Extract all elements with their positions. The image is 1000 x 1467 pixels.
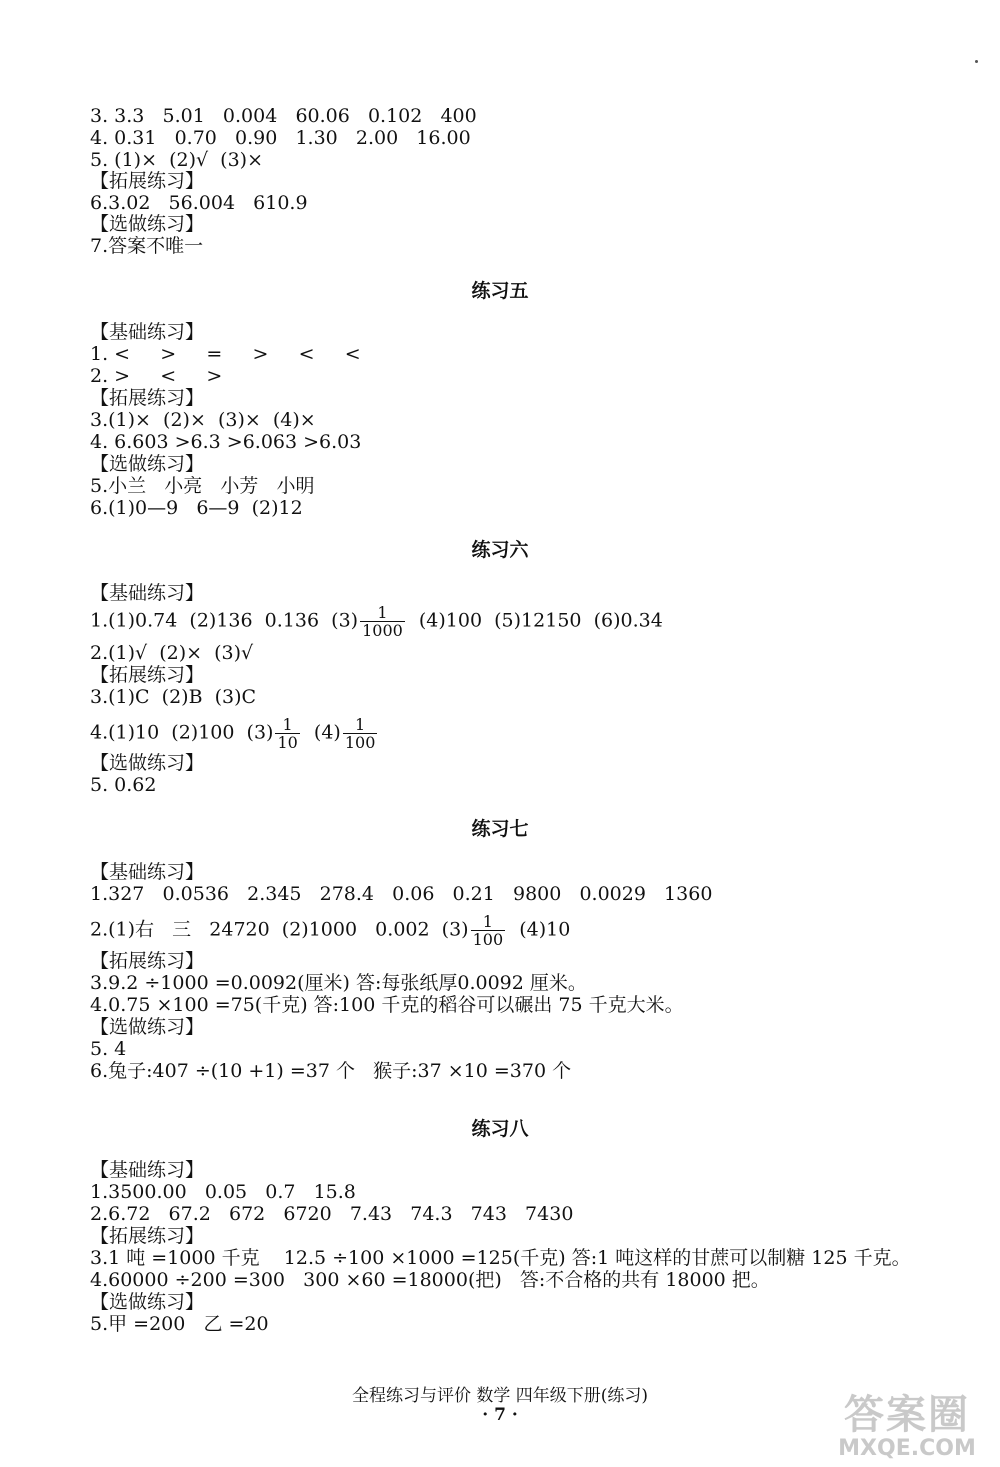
answer-line: 5.甲 =200 乙 =20 bbox=[90, 1313, 269, 1335]
answer-line: 4.60000 ÷200 =300 300 ×60 =18000(把) 答:不合格的共有 18000 把。 bbox=[90, 1269, 770, 1291]
answer-line-with-fraction bbox=[90, 913, 570, 948]
section-heading-tuozhan: 【拓展练习】 bbox=[90, 387, 205, 409]
exercise-5-title: 练习五 bbox=[471, 280, 529, 302]
fraction-numerator: 1 bbox=[377, 603, 388, 622]
answer-line: 1.3500.00 0.05 0.7 15.8 bbox=[90, 1181, 356, 1203]
answer-line: 5. 0.62 bbox=[90, 774, 157, 796]
fraction-denominator: 10 bbox=[277, 733, 298, 752]
fraction-numerator: 1 bbox=[355, 715, 366, 734]
exercise-6-title: 练习六 bbox=[471, 539, 529, 561]
fraction bbox=[471, 913, 506, 948]
answer-text: 2.(1)右 三 24720 (2)1000 0.002 (3) bbox=[90, 918, 469, 941]
answer-line: 5.小兰 小亮 小芳 小明 bbox=[90, 475, 315, 497]
watermark-text: 答案圈 bbox=[844, 1392, 970, 1438]
section-heading-xuanzuo: 【选做练习】 bbox=[90, 1291, 205, 1313]
page-number: · 7 · bbox=[482, 1405, 518, 1425]
section-heading-xuanzuo: 【选做练习】 bbox=[90, 213, 205, 235]
speck bbox=[975, 60, 978, 63]
section-heading-jichu: 【基础练习】 bbox=[90, 861, 205, 883]
answer-text: 1.(1)0.74 (2)136 0.136 (3) bbox=[90, 609, 359, 632]
fraction bbox=[343, 716, 378, 751]
book-footer: 全程练习与评价 数学 四年级下册(练习) bbox=[351, 1386, 649, 1406]
section-heading-tuozhan: 【拓展练习】 bbox=[90, 170, 205, 192]
section-heading-tuozhan: 【拓展练习】 bbox=[90, 950, 205, 972]
answer-line: 2.6.72 67.2 672 6720 7.43 74.3 743 7430 bbox=[90, 1203, 574, 1225]
section-heading-xuanzuo: 【选做练习】 bbox=[90, 453, 205, 475]
section-heading-jichu: 【基础练习】 bbox=[90, 1159, 205, 1181]
answer-text: (4)10 bbox=[507, 918, 571, 941]
watermark-url: MXQE.COM bbox=[838, 1436, 976, 1461]
answer-line-with-fraction bbox=[90, 716, 379, 751]
answer-line: 3.1 吨 =1000 千克 12.5 ÷100 ×1000 =125(千克) 答:1 吨这样的甘蔗可以制糖 125 千克。 bbox=[90, 1247, 911, 1269]
fraction-numerator: 1 bbox=[282, 715, 293, 734]
answer-line: 4.0.75 ×100 =75(千克) 答:100 千克的稻谷可以碾出 75 千克大米。 bbox=[90, 994, 684, 1016]
answer-line: 4. 6.603 >6.3 >6.063 >6.03 bbox=[90, 431, 362, 453]
answer-line: 6.(1)0—9 6—9 (2)12 bbox=[90, 497, 303, 519]
answer-line: 3.(1)C (2)B (3)C bbox=[90, 686, 257, 708]
answer-line: 6.兔子:407 ÷(10 +1) =37 个 猴子:37 ×10 =370 个 bbox=[90, 1060, 572, 1082]
section-heading-jichu: 【基础练习】 bbox=[90, 321, 205, 343]
answer-line-4: 4. 0.31 0.70 0.90 1.30 2.00 16.00 bbox=[90, 127, 471, 149]
exercise-7-title: 练习七 bbox=[471, 818, 529, 840]
fraction bbox=[275, 716, 299, 751]
answer-line: 1.327 0.0536 2.345 278.4 0.06 0.21 9800 0.0029 1360 bbox=[90, 883, 713, 905]
fraction-denominator: 100 bbox=[344, 733, 376, 752]
section-heading-jichu: 【基础练习】 bbox=[90, 582, 205, 604]
section-heading-tuozhan: 【拓展练习】 bbox=[90, 1225, 205, 1247]
fraction-denominator: 1000 bbox=[362, 621, 403, 640]
exercise-8-title: 练习八 bbox=[471, 1118, 529, 1140]
answer-text: (4) bbox=[301, 721, 341, 744]
answer-line-3: 3. 3.3 5.01 0.004 60.06 0.102 400 bbox=[90, 105, 477, 127]
answer-line-5: 5. (1)× (2)√ (3)× bbox=[90, 149, 264, 171]
answer-line: 5. 4 bbox=[90, 1038, 127, 1060]
answer-line: 3.9.2 ÷1000 =0.0092(厘米) 答:每张纸厚0.0092 厘米。 bbox=[90, 972, 587, 994]
section-heading-xuanzuo: 【选做练习】 bbox=[90, 1016, 205, 1038]
answer-line: 1. < > = > < < bbox=[90, 343, 361, 365]
watermark-logo bbox=[832, 1393, 982, 1461]
section-heading-xuanzuo: 【选做练习】 bbox=[90, 752, 205, 774]
answer-line-6: 6.3.02 56.004 610.9 bbox=[90, 192, 308, 214]
fraction-numerator: 1 bbox=[482, 912, 493, 931]
answer-text: 4.(1)10 (2)100 (3) bbox=[90, 721, 274, 744]
fraction bbox=[360, 604, 405, 639]
answer-text: (4)100 (5)12150 (6)0.34 bbox=[406, 609, 663, 632]
answer-line-7: 7.答案不唯一 bbox=[90, 235, 204, 257]
answer-line: 3.(1)× (2)× (3)× (4)× bbox=[90, 409, 316, 431]
answer-line: 2. > < > bbox=[90, 365, 223, 387]
answer-line-with-fraction bbox=[90, 604, 663, 639]
answer-line: 2.(1)√ (2)× (3)√ bbox=[90, 642, 254, 664]
fraction-denominator: 100 bbox=[472, 930, 504, 949]
section-heading-tuozhan: 【拓展练习】 bbox=[90, 664, 205, 686]
